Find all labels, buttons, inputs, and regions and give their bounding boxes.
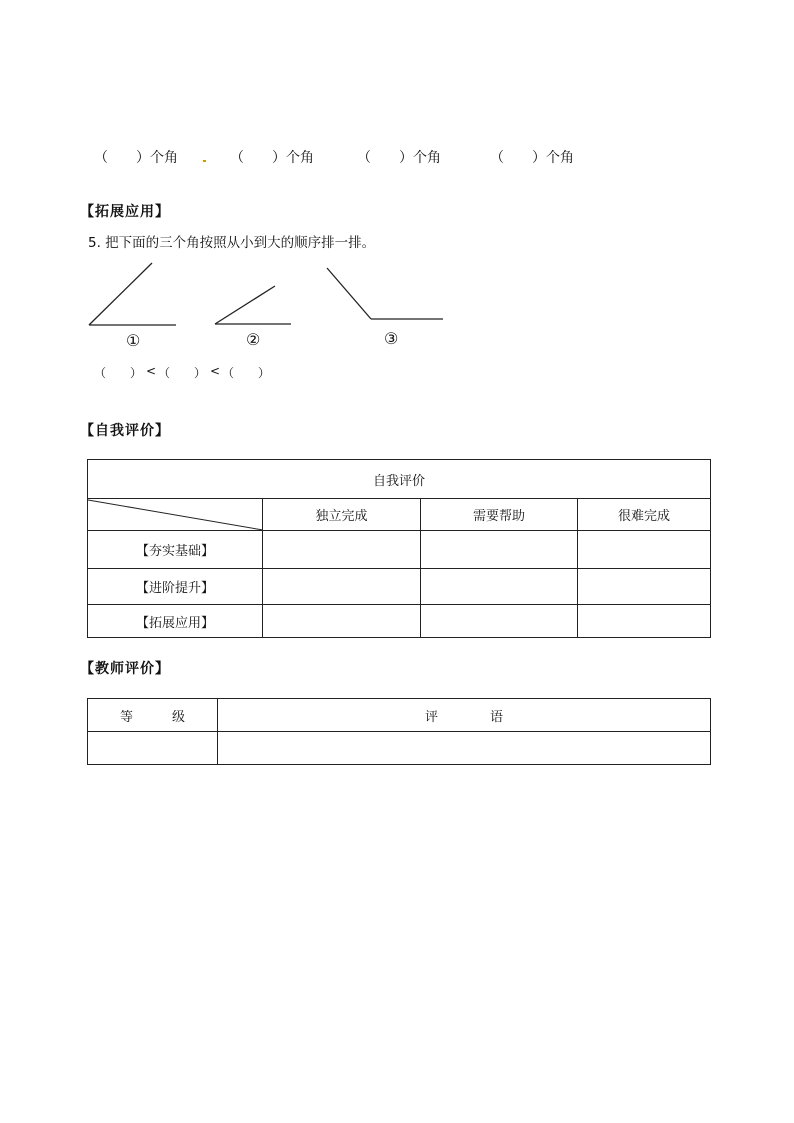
- table-row: [88, 605, 711, 638]
- angle-label-1: ①: [126, 331, 141, 350]
- diagonal-line: [88, 499, 263, 531]
- cell-extension-difficult[interactable]: [578, 605, 711, 638]
- angle-2: [215, 286, 291, 324]
- self-eval-table-title: 自我评价: [88, 460, 711, 499]
- teacher-eval-title: 【教师评价】: [80, 661, 170, 677]
- less-than-2: <: [210, 364, 221, 378]
- table-row: [88, 569, 711, 605]
- diagonal-header-cell: [88, 499, 263, 531]
- cell-advance-need-help[interactable]: [421, 569, 578, 605]
- angle-label-2: ②: [246, 330, 261, 349]
- count-blank-4[interactable]: （ ）个角: [490, 150, 574, 166]
- count-blank-1[interactable]: （ ）个角: [94, 150, 178, 166]
- row-extension: 【拓展应用】: [88, 605, 263, 638]
- order-blank-2[interactable]: （ ）: [158, 366, 207, 380]
- cell-extension-independent[interactable]: [263, 605, 421, 638]
- angle-3: [327, 268, 443, 319]
- cell-extension-need-help[interactable]: [421, 605, 578, 638]
- cell-advance-difficult[interactable]: [578, 569, 711, 605]
- col-independent: 独立完成: [263, 499, 421, 531]
- col-difficult: 很难完成: [578, 499, 711, 531]
- order-blank-3[interactable]: （ ）: [222, 366, 271, 380]
- col-comment: 评 语: [218, 699, 711, 732]
- table-row: [88, 732, 711, 765]
- teacher-eval-table: [87, 698, 711, 765]
- cell-comment[interactable]: [218, 732, 711, 765]
- angle-label-3: ③: [384, 329, 399, 348]
- less-than-1: <: [146, 364, 157, 378]
- cell-advance-independent[interactable]: [263, 569, 421, 605]
- cell-foundation-independent[interactable]: [263, 531, 421, 569]
- angles-figure: [0, 255, 470, 330]
- col-grade: 等 级: [88, 699, 218, 732]
- count-blank-3[interactable]: （ ）个角: [357, 150, 441, 166]
- self-eval-table: [87, 459, 711, 638]
- extension-title: 【拓展应用】: [80, 204, 170, 220]
- count-blank-2[interactable]: （ ）个角: [230, 150, 314, 166]
- cell-foundation-need-help[interactable]: [421, 531, 578, 569]
- order-blank-1[interactable]: （ ）: [94, 366, 143, 380]
- col-need-help: 需要帮助: [421, 499, 578, 531]
- question-5: 5. 把下面的三个角按照从小到大的顺序排一排。: [88, 235, 376, 251]
- row-advance: 【进阶提升】: [88, 569, 263, 605]
- cell-foundation-difficult[interactable]: [578, 531, 711, 569]
- angle-1: [89, 263, 176, 325]
- row-foundation: 【夯实基础】: [88, 531, 263, 569]
- cell-grade[interactable]: [88, 732, 218, 765]
- self-eval-title: 【自我评价】: [80, 423, 170, 439]
- table-row: [88, 531, 711, 569]
- stray-dot: [203, 160, 206, 162]
